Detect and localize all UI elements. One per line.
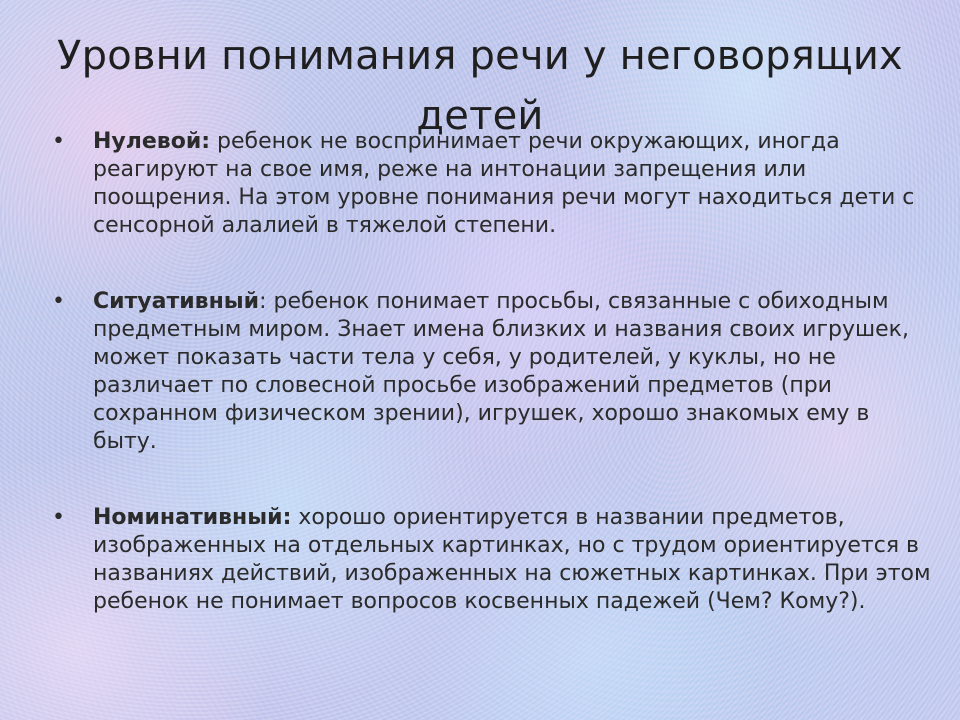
level-description: ребенок не воспринимает речи окружающих, иногда реагируют на свое имя, реже на интонации запрещения или поощрения. На этом уровне понимания речи могут находиться дети с сенсорной алалией в тяжелой степени. (93, 129, 915, 238)
bullet-icon: • (52, 505, 65, 530)
bullet-item-zero-level (52, 128, 932, 240)
level-term: Номинативный: (93, 505, 292, 530)
level-term: Ситуативный (93, 289, 260, 314)
bullet-item-situational-level (52, 288, 932, 456)
bullet-item-nominative-level (52, 504, 932, 616)
bullet-icon: • (52, 129, 65, 154)
bullet-icon: • (52, 289, 65, 314)
level-description: хорошо ориентируется в названии предметов, изображенных на отдельных картинках, но с трудом ориентируется в названиях действий, изображенных на сюжетных картинках. При этом ребенок не понимает вопросов косвенных падежей (Чем? Кому?). (93, 505, 931, 614)
level-term: Нулевой: (93, 129, 211, 154)
bullet-list (52, 128, 932, 616)
level-description: : ребенок понимает просьбы, связанные с обиходным предметным миром. Знает имена близких и названия своих игрушек, может показать части тела у себя, у родителей, у куклы, но не различает по словесной просьбе изображений предметов (при сохранном физическом зрении), игрушек, хорошо знакомых ему в быту. (93, 289, 909, 454)
slide-title: Уровни понимания речи у неговорящих детей (57, 33, 903, 139)
